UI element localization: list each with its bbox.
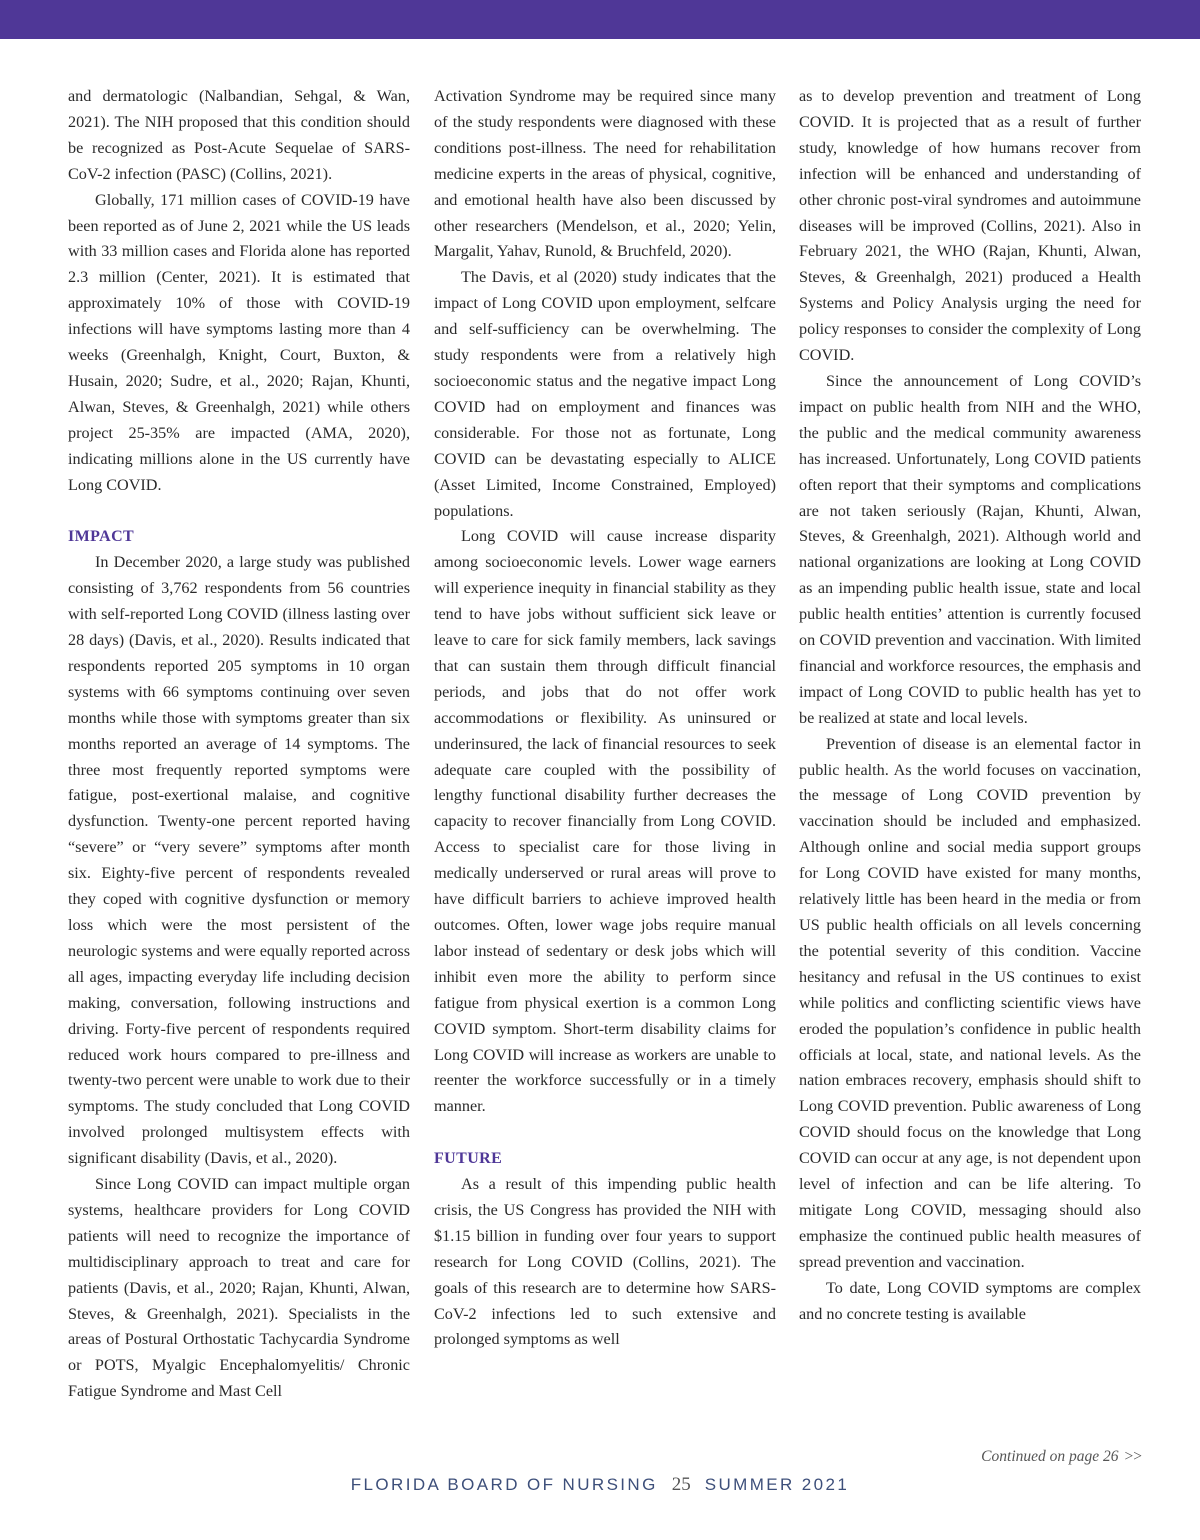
paragraph: and dermatologic (Nalbandian, Sehgal, & Wan, 2021). The NIH proposed that this condition should be recognized as Post-Acute Sequelae of SARS-CoV-2 infection (PASC) (Collins, 2021). [68,87,410,183]
continued-note [981,1448,1142,1466]
article-column-1 [68,84,410,1405]
page-footer [0,1474,1200,1496]
paragraph: As a result of this impending public health crisis, the US Congress has provided the NIH with $1.15 billion in funding over four years to support research for Long COVID (Collins, 2021). The goals of this research are to determine how SARS-CoV-2 infections led to such extensive and prolonged symptoms as well [434,1175,776,1349]
section-heading-impact: IMPACT [68,528,135,546]
double-chevron-right-icon: >> [1124,1448,1142,1465]
paragraph: Activation Syndrome may be required since many of the study respondents were diagnosed with these conditions post-illness. The need for rehabilitation medicine experts in the areas of physical, cognitive, and emotional health have also been discussed by other researchers (Mendelson, et al., 2020; Yelin, Margalit, Yahav, Runold, & Bruchfeld, 2020). [434,87,776,261]
paragraph: Since Long COVID can impact multiple organ systems, healthcare providers for Long COVID patients will need to recognize the importance of multidisciplinary approach to treat and care for patients (Davis, et al., 2020; Rajan, Khunti, Alwan, Steves, & Greenhalgh, 2021). Specialists in the areas of Postural Orthostatic Tachycardia Syndrome or POTS, Myalgic Encephalomyelitis/ Chronic Fatigue Syndrome and Mast Cell [68,1175,410,1401]
paragraph: Globally, 171 million cases of COVID-19 have been reported as of June 2, 2021 while the US leads with 33 million cases and Florida alone has reported 2.3 million (Center, 2021). It is estimated that approximately 10% of those with COVID-19 infections will have symptoms lasting more than 4 weeks (Greenhalgh, Knight, Court, Buxton, & Husain, 2020; Sudre, et al., 2020; Rajan, Khunti, Alwan, Steves, & Greenhalgh, 2021) while others project 25-35% are impacted (AMA, 2020), indicating millions alone in the US currently have Long COVID. [68,190,410,494]
paragraph: Prevention of disease is an elemental factor in public health. As the world focuses on vaccination, the message of Long COVID prevention by vaccination should be included and emphasized. Although online and social media support groups for Long COVID have existed for many months, relatively little has been heard in the media or from US public health officials on all levels concerning the potential severity of this condition. Vaccine hesitancy and refusal in the US continues to exist while politics and conflicting scientific views have eroded the population’s confidence in public health officials at local, state, and national levels. As the nation embraces recovery, emphasis should shift to Long COVID prevention. Public awareness of Long COVID should focus on the knowledge that Long COVID can occur at any age, is not dependent upon level of infection and can be life altering. To mitigate Long COVID, messaging should also emphasize the continued public health measures of spread prevention and vaccination. [799,734,1141,1271]
header-color-bar [0,0,1200,39]
paragraph: Long COVID will cause increase disparity among socioeconomic levels. Lower wage earners will experience inequity in financial stability as they tend to have jobs without sufficient sick leave or leave to care for sick family members, lack savings that can sustain them through difficult financial periods, and jobs that do not offer work accommodations or flexibility. As uninsured or underinsured, the lack of financial resources to seek adequate care coupled with the possibility of lengthy functional disability further decreases the capacity to recover financially from Long COVID. Access to specialist care for those living in medically underserved or rural areas will prove to have difficult barriers to achieve improved health outcomes. Often, lower wage jobs require manual labor instead of sedentary or desk jobs which will inhibit even more the ability to perform since fatigue from physical exertion is a common Long COVID symptom. Short-term disability claims for Long COVID will increase as workers are unable to reenter the workforce successfully or in a timely manner. [434,527,776,1116]
section-heading-future: FUTURE [434,1150,503,1168]
continued-text: Continued on page 26 [981,1448,1119,1465]
paragraph: as to develop prevention and treatment of Long COVID. It is projected that as a result of further study, knowledge of how humans recover from infection will be enhanced and understanding of other chronic post-viral syndromes and autoimmune diseases will be improved (Collins, 2021). Also in February 2021, the WHO (Rajan, Khunti, Alwan, Steves, & Greenhalgh, 2021) produced a Health Systems and Policy Analysis urging the need for policy responses to consider the complexity of Long COVID. [799,87,1141,365]
paragraph: Since the announcement of Long COVID’s impact on public health from NIH and the WHO, the public and the medical community awareness has increased. Unfortunately, Long COVID patients often report that their symptoms and complications are not taken seriously (Rajan, Khunti, Alwan, Steves, & Greenhalgh, 2021). Although world and national organizations are looking at Long COVID as an impending public health issue, state and local public health entities’ attention is currently focused on COVID prevention and vaccination. With limited financial and workforce resources, the emphasis and impact of Long COVID to public health has yet to be realized at state and local levels. [799,371,1141,727]
issue-label: SUMMER 2021 [704,1475,850,1494]
paragraph: The Davis, et al (2020) study indicates that the impact of Long COVID upon employment, selfcare and self-sufficiency can be overwhelming. The study respondents were from a relatively high socioeconomic status and the negative impact Long COVID had on employment and finances was considerable. For those not as fortunate, Long COVID can be devastating especially to ALICE (Asset Limited, Income Constrained, Employed) populations. [434,268,776,520]
publication-name: FLORIDA BOARD OF NURSING [350,1475,658,1494]
article-column-2 [434,84,776,1353]
page-number: 25 [671,1474,691,1495]
article-column-3 [799,84,1141,1328]
paragraph: In December 2020, a large study was published consisting of 3,762 respondents from 56 countries with self-reported Long COVID (illness lasting over 28 days) (Davis, et al., 2020). Results indicated that respondents reported 205 symptoms in 10 organ systems with 66 symptoms continuing over seven months while those with symptoms greater than six months reported an average of 14 symptoms. The three most frequently reported symptoms were fatigue, post-exertional malaise, and cognitive dysfunction. Twenty-one percent reported having “severe” or “very severe” symptoms after month six. Eighty-five percent of respondents revealed they coped with cognitive dysfunction or memory loss which were the most persistent of the neurologic systems and were equally reported across all ages, impacting everyday life including decision making, conversation, following instructions and driving. Forty-five percent of respondents required reduced work hours compared to pre-illness and twenty-two percent were unable to work due to their symptoms. The study concluded that Long COVID involved prolonged multisystem effects with significant disability (Davis, et al., 2020). [68,553,410,1168]
paragraph: To date, Long COVID symptoms are complex and no concrete testing is available [799,1278,1141,1323]
